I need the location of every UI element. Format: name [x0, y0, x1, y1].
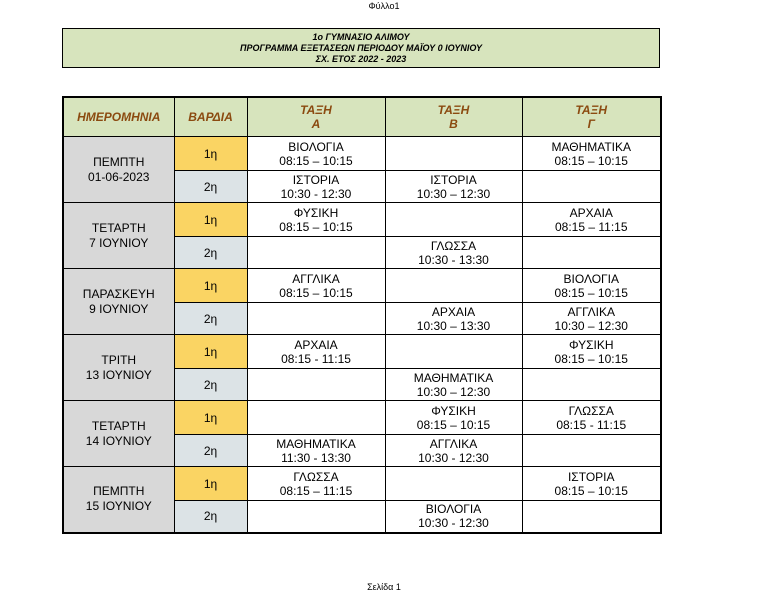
- exam-subject: ΙΣΤΟΡΙΑ: [430, 172, 477, 187]
- exam-subject: ΑΡΧΑΙΑ: [294, 337, 338, 352]
- exam-subject: ΦΥΣΙΚΗ: [431, 403, 476, 418]
- exam-subject: ΒΙΟΛΟΓΙΑ: [288, 139, 344, 154]
- shift-cell: 2η: [174, 171, 247, 203]
- day-name: ΠΕΜΠΤΗ: [93, 484, 145, 499]
- shift-cell: 2η: [174, 237, 247, 269]
- exam-subject: ΜΑΘΗΜΑΤΙΚΑ: [551, 139, 632, 154]
- header-class-a-line1: ΤΑΞΗ: [300, 103, 332, 117]
- day-date: 14 ΙΟΥΝΙΟΥ: [85, 433, 152, 448]
- exam-cell-class-a: [247, 401, 385, 435]
- exam-subject: ΓΛΩΣΣΑ: [293, 469, 339, 484]
- exam-cell-class-b: [385, 401, 522, 435]
- exam-cell-class-c: [522, 435, 661, 467]
- exam-cell-class-a: [247, 237, 385, 269]
- exam-cell-class-a: [247, 335, 385, 369]
- exam-time: 08:15 - 11:15: [281, 351, 351, 366]
- header-class-c: [522, 97, 661, 137]
- exam-cell-class-c: [522, 369, 661, 401]
- header-class-b-line2: Β: [449, 117, 458, 131]
- exam-subject: ΦΥΣΙΚΗ: [568, 337, 614, 352]
- day-date: 7 ΙΟΥΝΙΟΥ: [89, 235, 149, 250]
- exam-time: 08:15 – 10:15: [554, 153, 628, 168]
- exam-subject: ΒΙΟΛΟΓΙΑ: [563, 271, 619, 286]
- exam-time: 08:15 – 11:15: [554, 219, 628, 234]
- exam-subject: ΒΙΟΛΟΓΙΑ: [425, 502, 482, 517]
- table-row: [63, 269, 661, 303]
- date-cell: [63, 269, 174, 335]
- exam-time: 10:30 – 12:30: [416, 384, 491, 399]
- day-date: 13 ΙΟΥΝΙΟΥ: [85, 367, 152, 382]
- shift-cell: 2η: [174, 435, 247, 467]
- exam-cell-class-a: [247, 303, 385, 335]
- day-name: ΤΕΤΑΡΤΗ: [91, 418, 146, 433]
- table-row: [63, 335, 661, 369]
- date-cell: [63, 335, 174, 401]
- exam-subject: ΑΓΓΛΙΚΑ: [292, 271, 340, 286]
- exam-cell-class-b: [385, 467, 522, 501]
- shift-cell: 1η: [174, 137, 247, 171]
- exam-time: 10:30 – 12:30: [554, 318, 628, 333]
- shift-cell: 2η: [174, 501, 247, 533]
- exam-time: 08:15 – 10:15: [279, 153, 353, 168]
- table-row: [63, 467, 661, 501]
- exam-cell-class-c: [522, 401, 661, 435]
- header-class-c-line1: ΤΑΞΗ: [575, 103, 608, 117]
- shift-cell: 1η: [174, 467, 247, 501]
- exam-schedule-table: [62, 96, 662, 534]
- exam-subject: ΓΛΩΣΣΑ: [568, 403, 614, 418]
- exam-time: 08:15 – 11:15: [279, 483, 353, 498]
- exam-time: 08:15 - 11:15: [556, 417, 627, 432]
- exam-cell-class-c: [522, 269, 661, 303]
- exam-cell-class-c: [522, 237, 661, 269]
- exam-time: 10:30 – 13:30: [416, 318, 491, 333]
- header-class-a-line2: Α: [311, 117, 321, 131]
- exam-time: 08:15 – 10:15: [554, 351, 628, 366]
- day-date: 01-06-2023: [88, 169, 150, 184]
- day-name: ΤΡΙΤΗ: [101, 352, 137, 367]
- page-footer: Σελίδα 1: [367, 582, 401, 592]
- exam-time: 08:15 – 10:15: [554, 285, 628, 300]
- exam-cell-class-b: [385, 203, 522, 237]
- date-cell: [63, 401, 174, 467]
- exam-time: 10:30 - 13:30: [418, 252, 489, 267]
- exam-cell-class-a: [247, 203, 385, 237]
- exam-cell-class-c: [522, 501, 661, 533]
- header-date: ΗΜΕΡΟΜΗΝΙΑ: [63, 97, 174, 137]
- exam-cell-class-a: [247, 435, 385, 467]
- sheet-name: Φύλλο1: [368, 1, 400, 11]
- exam-cell-class-c: [522, 137, 661, 171]
- header-class-a: [247, 97, 385, 137]
- header-class-c-line2: Γ: [587, 117, 595, 131]
- exam-cell-class-a: [247, 137, 385, 171]
- exam-cell-class-b: [385, 269, 522, 303]
- exam-cell-class-a: [247, 501, 385, 533]
- exam-cell-class-a: [247, 467, 385, 501]
- day-name: ΠΕΜΠΤΗ: [93, 154, 145, 169]
- header-class-b: [385, 97, 522, 137]
- exam-time: 11:30 - 13:30: [281, 450, 351, 465]
- exam-cell-class-a: [247, 369, 385, 401]
- exam-cell-class-b: [385, 435, 522, 467]
- table-row: [63, 137, 661, 171]
- table-row: [63, 401, 661, 435]
- exam-cell-class-b: [385, 137, 522, 171]
- exam-cell-class-c: [522, 335, 661, 369]
- exam-subject: ΙΣΤΟΡΙΑ: [292, 172, 340, 187]
- day-name: ΤΕΤΑΡΤΗ: [91, 220, 146, 235]
- exam-subject: ΙΣΤΟΡΙΑ: [567, 469, 615, 484]
- exam-cell-class-b: [385, 335, 522, 369]
- exam-subject: ΑΓΓΛΙΚΑ: [429, 436, 478, 451]
- exam-cell-class-b: [385, 303, 522, 335]
- exam-time: 08:15 – 10:15: [554, 483, 628, 498]
- exam-time: 08:15 – 10:15: [279, 285, 353, 300]
- exam-cell-class-c: [522, 467, 661, 501]
- shift-cell: 2η: [174, 369, 247, 401]
- shift-cell: 1η: [174, 269, 247, 303]
- table-row: [63, 203, 661, 237]
- day-date: 9 ΙΟΥΝΙΟΥ: [89, 301, 149, 316]
- exam-cell-class-b: [385, 369, 522, 401]
- exam-subject: ΜΑΘΗΜΑΤΙΚΑ: [276, 436, 356, 451]
- exam-cell-class-b: [385, 171, 522, 203]
- exam-subject: ΜΑΘΗΜΑΤΙΚΑ: [413, 370, 494, 385]
- date-cell: [63, 203, 174, 269]
- exam-cell-class-a: [247, 171, 385, 203]
- title-line-program: ΠΡΟΓΡΑΜΜΑ ΕΞΕΤΑΣΕΩΝ ΠΕΡΙΟΔΟΥ ΜΑΪΟΥ 0 ΙΟΥΝΙΟΥ: [240, 42, 482, 53]
- title-line-school: 1ο ΓΥΜΝΑΣΙΟ ΑΛΙΜΟΥ: [312, 31, 410, 42]
- exam-cell-class-a: [247, 269, 385, 303]
- exam-time: 08:15 – 10:15: [416, 417, 491, 432]
- exam-cell-class-c: [522, 171, 661, 203]
- exam-time: 10:30 – 12:30: [416, 186, 491, 201]
- schedule-body: [63, 137, 661, 533]
- header-shift: ΒΑΡΔΙΑ: [174, 97, 247, 137]
- exam-subject: ΑΓΓΛΙΚΑ: [567, 304, 615, 319]
- header-row: [63, 97, 661, 137]
- date-cell: [63, 467, 174, 533]
- exam-cell-class-b: [385, 501, 522, 533]
- exam-cell-class-b: [385, 237, 522, 269]
- exam-subject: ΑΡΧΑΙΑ: [569, 205, 613, 220]
- exam-subject: ΓΛΩΣΣΑ: [430, 238, 477, 253]
- exam-subject: ΑΡΧΑΙΑ: [431, 304, 476, 319]
- title-line-year: ΣΧ. ΕΤΟΣ 2022 - 2023: [315, 53, 407, 64]
- document-title-box: [62, 28, 660, 68]
- exam-time: 10:30 - 12:30: [280, 186, 352, 201]
- exam-time: 10:30 - 12:30: [418, 450, 489, 465]
- exam-cell-class-c: [522, 203, 661, 237]
- exam-subject: ΦΥΣΙΚΗ: [293, 205, 339, 220]
- exam-time: 08:15 – 10:15: [279, 219, 353, 234]
- exam-time: 10:30 - 12:30: [418, 516, 489, 531]
- shift-cell: 2η: [174, 303, 247, 335]
- shift-cell: 1η: [174, 203, 247, 237]
- shift-cell: 1η: [174, 401, 247, 435]
- day-date: 15 ΙΟΥΝΙΟΥ: [85, 499, 152, 514]
- exam-cell-class-c: [522, 303, 661, 335]
- shift-cell: 1η: [174, 335, 247, 369]
- date-cell: [63, 137, 174, 203]
- header-class-b-line1: ΤΑΞΗ: [437, 103, 470, 117]
- day-name: ΠΑΡΑΣΚΕΥΗ: [82, 286, 155, 301]
